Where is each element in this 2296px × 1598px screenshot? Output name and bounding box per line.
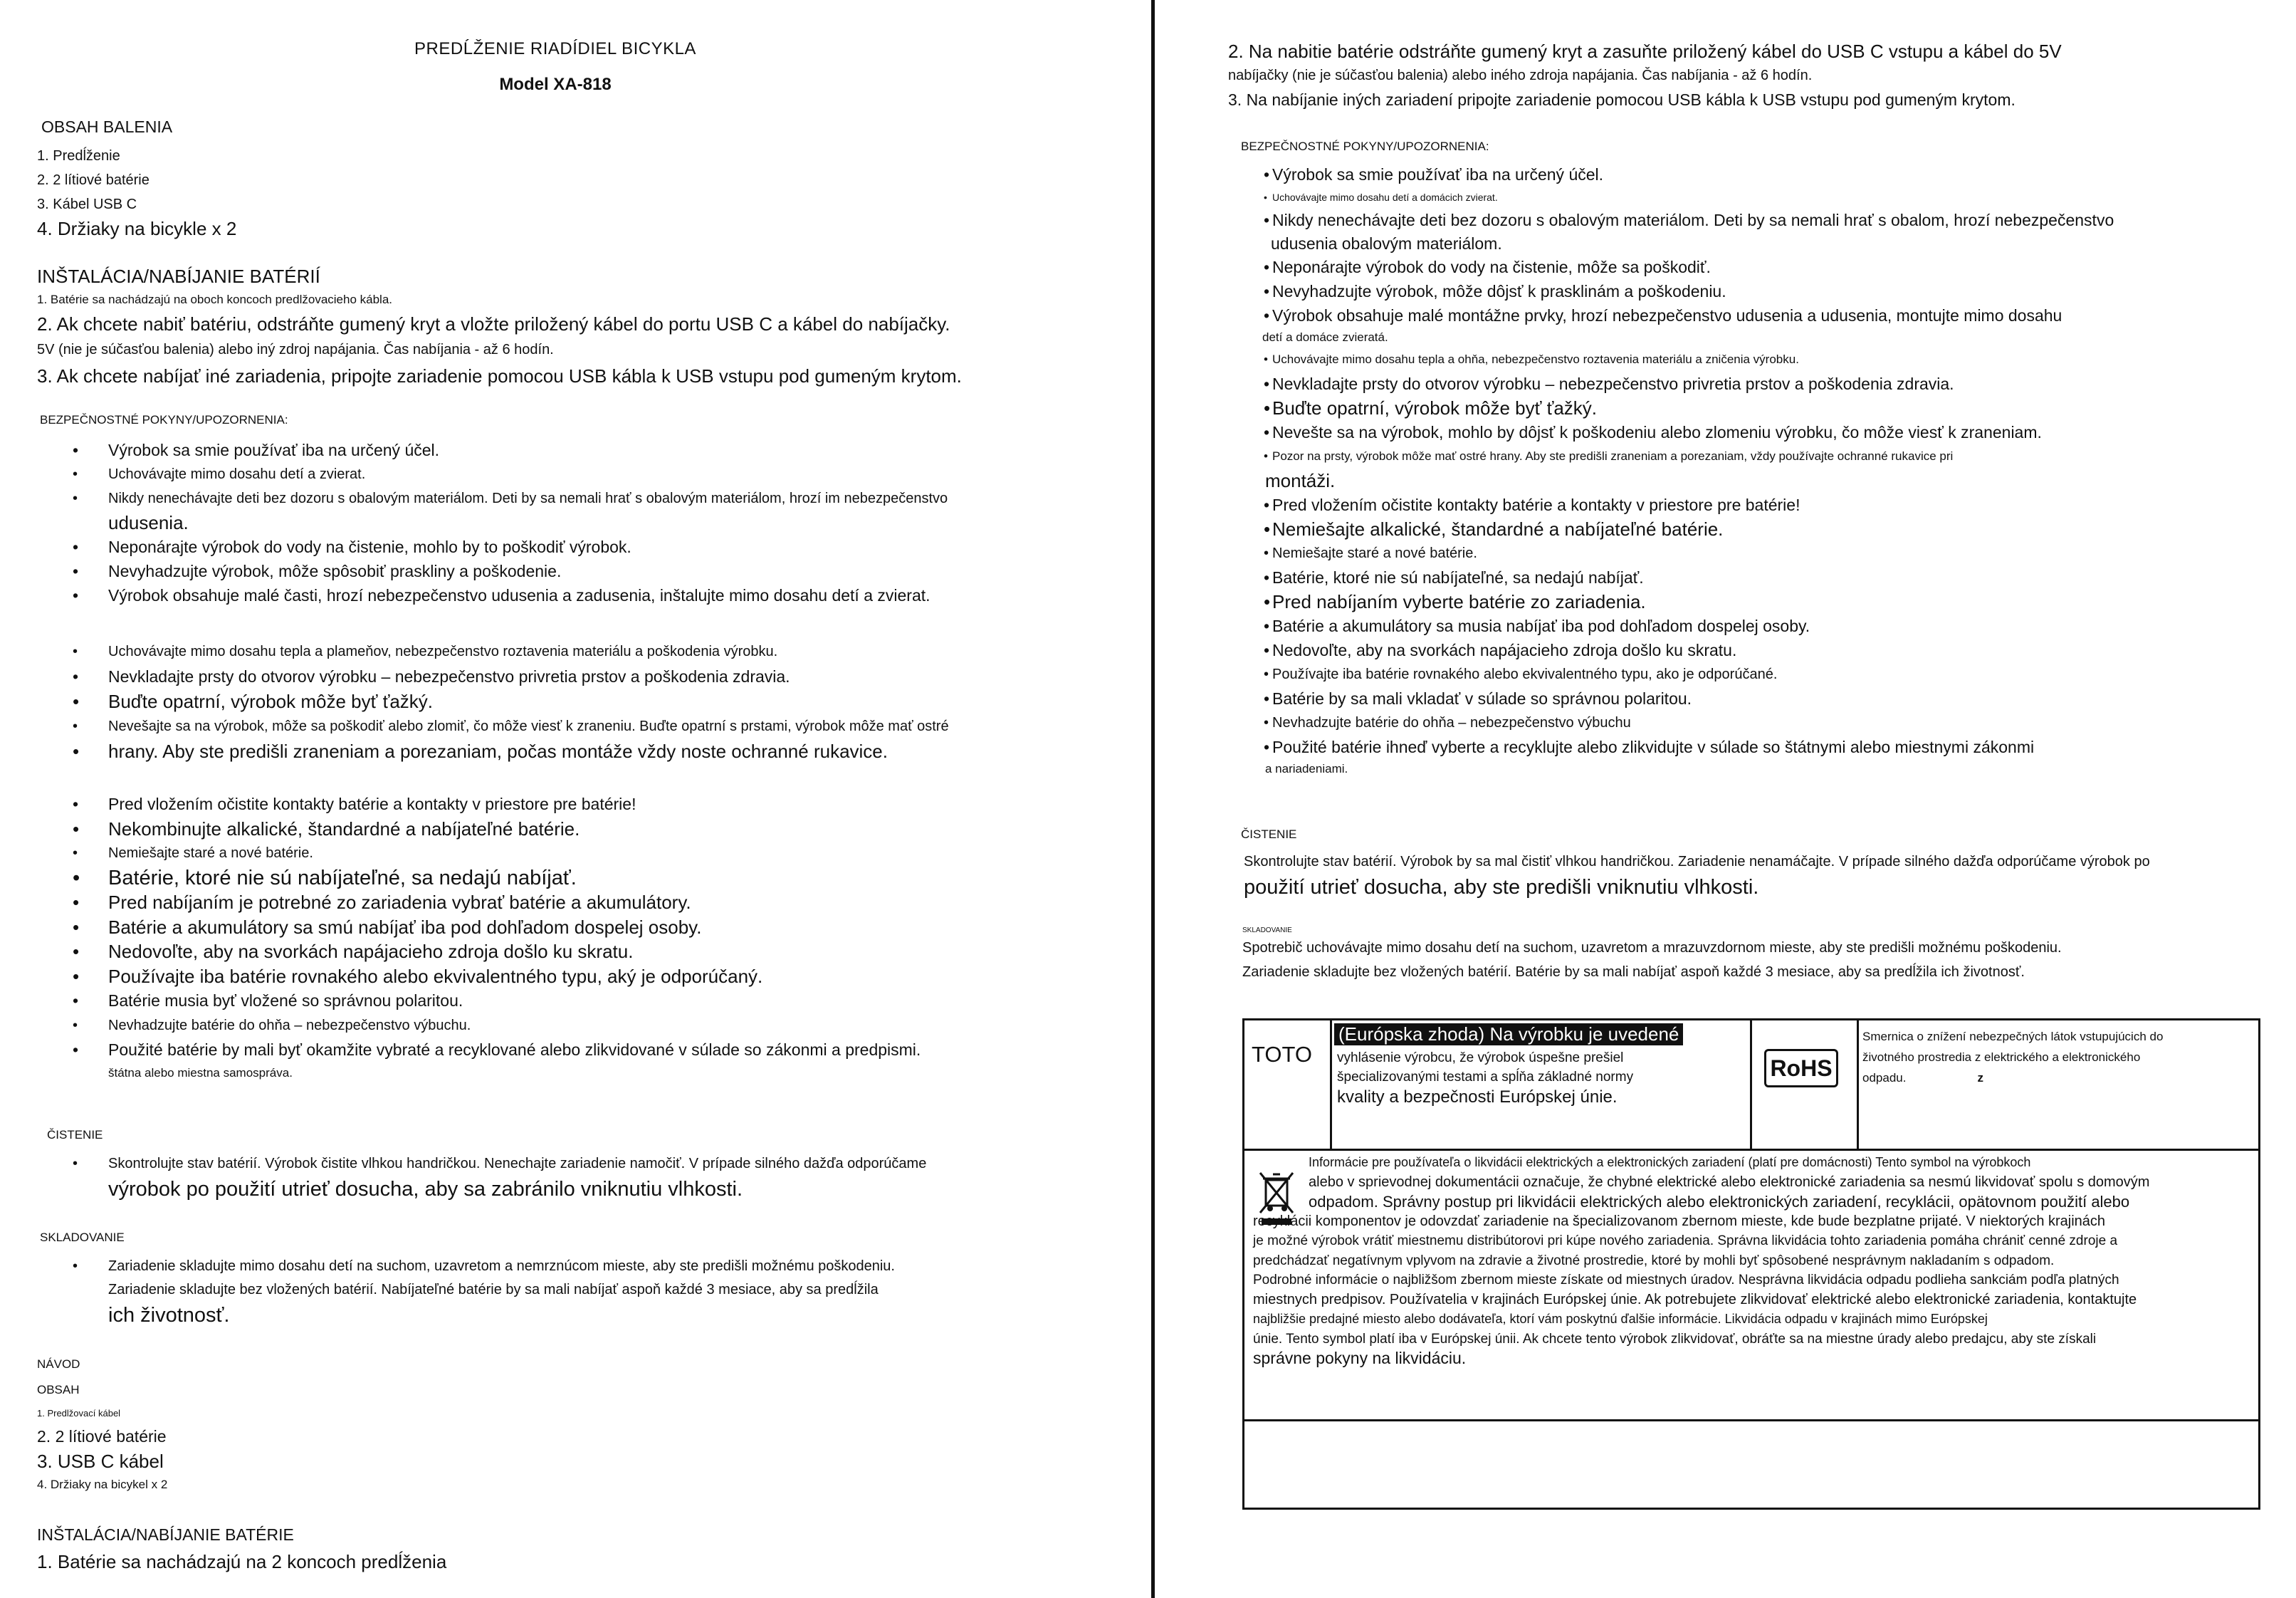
rohs-text <box>1862 1026 2255 1088</box>
list-item: • Nevkladajte prsty do otvorov výrobku – nebezpečenstvo privretia prstov a poškodenia zdravia. <box>1272 372 2114 396</box>
document-title: PREDĹŽENIE RIADÍDIEL BICYKLA <box>414 39 696 58</box>
package-list <box>37 144 236 241</box>
install2-line: 1. Batérie sa nachádzajú na 2 koncoch predĺženia <box>37 1551 447 1572</box>
right-page <box>1157 0 2296 1598</box>
compliance-box <box>1242 1018 2260 1510</box>
weee-text <box>1253 1153 2253 1369</box>
list-item: • Uchovávajte mimo dosahu detí a domácich zvierat. <box>1272 187 2114 208</box>
weee-line: Podrobné informácie o najbližšom zbernom mieste získate od miestnych úradov. Nesprávna likvidácia odpadu podlieha sankciám podľa platných <box>1253 1273 2119 1288</box>
list-item: • Neponárajte výrobok do vody na čistenie, môže sa poškodiť. <box>1272 255 2114 279</box>
list-item: • Nevyhadzujte výrobok, môže spôsobiť praskliny a poškodenie. <box>108 559 948 583</box>
storage-heading: SKLADOVANIE <box>40 1231 125 1244</box>
list-item: • Výrobok obsahuje malé časti, hrozí nebezpečenstvo udusenia a zadusenia, inštalujte mimo dosahu detí a zvierat. <box>108 583 948 607</box>
cleaning-heading: ČISTENIE <box>1241 827 1297 841</box>
storage-section-right <box>1242 926 2062 984</box>
weee-line: je možné výrobok vrátiť miestnemu distribútorovi pri kúpe nového zariadenia. Správna likvidácia tohto zariadenia pomáha chrániť cenné zdroje a <box>1253 1233 2118 1248</box>
list-item: • Výrobok sa smie používať iba na určený účel. <box>108 438 948 462</box>
rohs-cell <box>1750 1020 1859 1149</box>
weee-line: recyklácii komponentov je odovzdať zariadenie na špecializovanom zbernom mieste, kde bude bezplatne prijaté. V niektorých krajinách <box>1253 1213 2106 1229</box>
rohs-text-cell <box>1857 1020 2255 1149</box>
cleaning-line: použití utrieť dosucha, aby ste predišli vniknutiu vlhkosti. <box>1244 876 1759 899</box>
safety-group-2 <box>108 639 949 764</box>
weee-line: miestnych predpisov. Používatelia v krajinách Európskej únie. Ak potrebujete zlikvidovať elektrické alebo elektronické zariadenia, kontaktujte <box>1253 1291 2137 1307</box>
list-item: • Zariadenie skladujte mimo dosahu detí na suchom, uzavretom a nemrznúcom mieste, aby ste predišli možnému poškodeniu. <box>108 1255 895 1278</box>
list-item: • Batérie by sa mali vkladať v súlade so správnou polaritou. <box>1272 686 2114 711</box>
list-item-continuation: udusenia. <box>108 512 189 533</box>
list-item: 3. USB C kábel <box>37 1451 164 1472</box>
list-item: • Buďte opatrní, výrobok môže byť ťažký. <box>1272 396 2114 420</box>
list-item: • Batérie, ktoré nie sú nabíjateľné, sa nedajú nabíjať. <box>1272 565 2114 590</box>
list-item: • Uchovávajte mimo dosahu detí a zvierat. <box>108 462 948 486</box>
weee-line: najbližšie predajné miesto alebo dodávateľa, ktorí vám poskytnú ďalšie informácie. Likvidácia odpadu v krajinách mimo Európskej <box>1253 1312 1988 1326</box>
safety-heading-block-right <box>1241 140 1489 154</box>
safety-heading: BEZPEČNOSTNÉ POKYNY/UPOZORNENIA: <box>40 413 288 427</box>
charge-section <box>1228 38 2062 113</box>
safety-heading-block <box>40 413 288 427</box>
ce-heading: (Európska zhoda) Na výrobku je uvedené <box>1334 1023 1683 1045</box>
safety-group-3 <box>108 792 921 1084</box>
ce-line: špecializovanými testami a spĺňa základné normy <box>1337 1070 1634 1085</box>
rohs-line <box>1862 1067 2255 1088</box>
list-item: • Buďte opatrní, výrobok môže byť ťažký. <box>108 689 949 714</box>
safety-list-right <box>1262 162 2114 779</box>
cleaning-line: Skontrolujte stav batérií. Výrobok by sa mal čistiť vlhkou handričkou. Zariadenie nenamáčajte. V prípade silného dažďa odporúčame výrobok po <box>1244 854 2150 870</box>
weee-line: správne pokyny na likvidáciu. <box>1253 1349 1467 1367</box>
package-section <box>41 118 172 141</box>
list-item: • Použité batérie ihneď vyberte a recyklujte alebo zlikvidujte v súlade so štátnymi alebo miestnymi zákonmi <box>1272 735 2114 759</box>
install2-heading: INŠTALÁCIA/NABÍJANIE BATÉRIE <box>37 1525 294 1544</box>
storage-heading: SKLADOVANIE <box>1242 926 1292 934</box>
list-item: • Nevhadzujte batérie do ohňa – nebezpečenstvo výbuchu. <box>108 1013 921 1038</box>
list-item-continuation: a nariadeniami. <box>1265 762 1348 776</box>
list-item: 4. Držiaky na bicykel x 2 <box>37 1478 168 1491</box>
list-item: 1. Predlžovací kábel <box>37 1408 121 1419</box>
list-item: • Pred vložením očistite kontakty batérie a kontakty v priestore pre batérie! <box>1272 493 2114 517</box>
install-section <box>37 263 962 390</box>
storage-line: Zariadenie skladujte bez vložených batérií. Batérie by sa mali nabíjať aspoň každé 3 mesiace, aby sa predĺžila ich životnosť. <box>1242 964 2025 980</box>
list-item-continuation: detí a domáce zvieratá. <box>1262 330 1388 344</box>
list-item-continuation: výrobok po použití utrieť dosucha, aby sa zabránilo vniknutiu vlhkosti. <box>108 1178 743 1201</box>
list-item: • Používajte iba batérie rovnakého alebo ekvivalentného typu, ako je odporúčané. <box>1272 662 2114 686</box>
list-item: • Nevešajte sa na výrobok, môže sa poškodiť alebo zlomiť, čo môže viesť k zraneniu. Buďte opatrní s prstami, výrobok môže mať ostré <box>108 714 949 739</box>
weee-line: Informácie pre používateľa o likvidácii elektrických a elektronických zariadení (platí pre domácnosti) Tento symbol na výrobkoch <box>1309 1155 2031 1169</box>
list-item: • Výrobok sa smie používať iba na určený účel. <box>1272 162 2114 187</box>
ce-cell <box>1330 1020 1752 1149</box>
package-heading: OBSAH BALENIA <box>41 118 173 136</box>
charge-line: nabíjačky (nie je súčasťou balenia) alebo iného zdroja napájania. Čas nabíjania - až 6 hodín. <box>1228 68 1813 83</box>
install-line: 3. Ak chcete nabíjať iné zariadenia, pripojte zariadenie pomocou USB kábla k USB vstupu pod gumeným krytom. <box>37 365 962 387</box>
charge-line: 3. Na nabíjanie iných zariadení pripojte zariadenie pomocou USB kábla k USB vstupu pod gumeným krytom. <box>1228 90 2015 109</box>
list-item: • Nevkladajte prsty do otvorov výrobku – nebezpečenstvo privretia prstov a poškodenia zdravia. <box>108 664 949 689</box>
manual-section <box>37 1352 167 1495</box>
toto-cell <box>1244 1020 1332 1149</box>
list-item: • Nekombinujte alkalické, štandardné a nabíjateľné batérie. <box>108 817 921 842</box>
safety-group-1 <box>108 438 948 607</box>
list-item: • Uchovávajte mimo dosahu tepla a ohňa, nebezpečenstvo roztavenia materiálu a zničenia výrobku. <box>1272 348 2114 372</box>
ce-line: vyhlásenie výrobcu, že výrobok úspešne prešiel <box>1337 1050 1624 1065</box>
list-item-continuation: ich životnosť. <box>108 1304 230 1327</box>
list-item: • Nedovoľte, aby na svorkách napájacieho zdroja došlo ku skratu. <box>108 939 921 964</box>
list-item: • Nemiešajte staré a nové batérie. <box>108 841 921 866</box>
rohs-line-text: odpadu. <box>1862 1071 1907 1085</box>
ce-text <box>1337 1048 1750 1108</box>
list-item-continuation: Zariadenie skladujte bez vložených batérií. Nabíjateľné batérie by sa mali nabíjať aspoň každé 3 mesiace, aby sa predĺžila <box>108 1282 879 1297</box>
list-item: • Použité batérie by mali byť okamžite vybraté a recyklované alebo zlikvidované v súlade so zákonmi a predpismi. <box>108 1038 921 1062</box>
safety-heading: BEZPEČNOSTNÉ POKYNY/UPOZORNENIA: <box>1241 140 1489 153</box>
list-item: • Používajte iba batérie rovnakého alebo ekvivalentného typu, aký je odporúčaný. <box>108 964 921 989</box>
list-item: • hrany. Aby ste predišli zraneniam a porezaniam, počas montáže vždy noste ochranné rukavice. <box>108 739 949 764</box>
list-item-continuation: montáži. <box>1265 470 1336 491</box>
list-item: • Skontrolujte stav batérií. Výrobok čistite vlhkou handričkou. Nenechajte zariadenie namočiť. V prípade silného dažďa odporúčame <box>108 1152 926 1175</box>
title-block <box>0 39 1111 95</box>
list-item: • Nikdy nenechávajte deti bez dozoru s obalovým materiálom. Deti by sa nemali hrať s obalovým materiálom, hrozí im nebezpečenstvo <box>108 486 948 511</box>
cleaning-section-right <box>1241 827 1296 842</box>
weee-line: predchádzať negatívnym vplyvom na zdravie a životné prostredie, ktoré by mohli byť spôsobené nesprávnym nakladaním s odpadom. <box>1253 1253 2055 1268</box>
list-item: • Nemiešajte alkalické, štandardné a nabíjateľné batérie. <box>1272 517 2114 541</box>
list-item: • Nikdy nenechávajte deti bez dozoru s obalovým materiálom. Deti by sa nemali hrať s obalom, hrozí nebezpečenstvo <box>1272 208 2114 232</box>
list-item: • Výrobok obsahuje malé montážne prvky, hrozí nebezpečenstvo udusenia a udusenia, montujte mimo dosahu <box>1272 303 2114 328</box>
weee-row <box>1244 1149 2258 1421</box>
list-item: • Nemiešajte staré a nové batérie. <box>1272 541 2114 565</box>
list-item: • Batérie musia byť vložené so správnou polaritou. <box>108 988 921 1013</box>
install2-section <box>37 1521 446 1575</box>
list-item: 4. Držiaky na bicykle x 2 <box>37 218 237 239</box>
toto-label: TOTO <box>1252 1042 1312 1067</box>
list-item: • Nevyhadzujte výrobok, môže dôjsť k prasklinám a poškodeniu. <box>1272 279 2114 303</box>
list-item-continuation: udusenia obalovým materiálom. <box>1271 234 1502 253</box>
list-item: • Nedovoľte, aby na svorkách napájacieho zdroja došlo ku skratu. <box>1272 638 2114 662</box>
ce-line: kvality a bezpečnosti Európskej únie. <box>1337 1087 1618 1107</box>
install-line: 5V (nie je súčasťou balenia) alebo iný zdroj napájania. Čas nabíjania - až 6 hodín. <box>37 342 554 357</box>
list-item: 1. Predĺženie <box>37 148 120 164</box>
weee-line: odpadom. Správny postup pri likvidácii elektrických alebo elektronických zariadení, recyklácii, opätovnom použití alebo <box>1309 1193 2130 1211</box>
manual-subheading: OBSAH <box>37 1383 80 1396</box>
storage-text <box>108 1255 895 1329</box>
install-heading: INŠTALÁCIA/NABÍJANIE BATÉRIÍ <box>37 266 320 287</box>
page-divider <box>1151 0 1155 1598</box>
rohs-mark: z <box>1977 1071 1983 1085</box>
cleaning-text-right <box>1244 850 2150 902</box>
list-item: 2. 2 lítiové batérie <box>37 172 150 188</box>
weee-line: alebo v sprievodnej dokumentácii označuje, že chybné elektrické alebo elektronické zariadenia sa nesmú likvidovať spolu s domovým <box>1309 1174 2150 1190</box>
storage-line: Spotrebič uchovávajte mimo dosahu detí na suchom, uzavretom a mrazuvzdornom mieste, aby ste predišli možnému poškodeniu. <box>1242 940 2062 956</box>
cleaning-text <box>108 1152 926 1203</box>
rohs-line: životného prostredia z elektrického a elektronického <box>1862 1050 2141 1064</box>
list-item: • Batérie, ktoré nie sú nabíjateľné, sa nedajú nabíjať. <box>108 866 921 891</box>
install-line: 2. Ak chcete nabiť batériu, odstráňte gumený kryt a vložte priložený kábel do portu USB C a kábel do nabíjačky. <box>37 313 950 335</box>
list-item: • Neponárajte výrobok do vody na čistenie, mohlo by to poškodiť výrobok. <box>108 535 948 559</box>
rohs-logo: RoHS <box>1764 1049 1838 1087</box>
list-item: • Pred vložením očistite kontakty batérie a kontakty v priestore pre batérie! <box>108 792 921 817</box>
cleaning-heading: ČISTENIE <box>47 1128 103 1142</box>
list-item-continuation: štátna alebo miestna samospráva. <box>108 1065 293 1080</box>
compliance-top-row <box>1244 1020 2258 1151</box>
storage-section <box>40 1231 125 1245</box>
list-item: 2. 2 lítiové batérie <box>37 1427 167 1446</box>
install-line: 1. Batérie sa nachádzajú na oboch koncoch predlžovacieho kábla. <box>37 293 393 306</box>
manual-heading: NÁVOD <box>37 1357 80 1371</box>
list-item: • Pred nabíjaním je potrebné zo zariadenia vybrať batérie a akumulátory. <box>108 890 921 915</box>
cleaning-section <box>47 1128 103 1142</box>
list-item: • Nevhadzujte batérie do ohňa – nebezpečenstvo výbuchu <box>1272 711 2114 735</box>
list-item: • Uchovávajte mimo dosahu tepla a plameňov, nebezpečenstvo roztavenia materiálu a poškodenia výrobku. <box>108 639 949 664</box>
list-item: • Pozor na prsty, výrobok môže mať ostré hrany. Aby ste predišli zraneniam a porezaniam, vždy používajte ochranné rukavice pri <box>1272 444 2114 469</box>
rohs-line: Smernica o znížení nebezpečných látok vstupujúcich do <box>1862 1030 2164 1043</box>
weee-line: únie. Tento symbol platí iba v Európskej únii. Ak chcete tento výrobok zlikvidovať, obráťte sa na miestne úrady alebo predajcu, aby ste získali <box>1253 1331 2097 1347</box>
list-item: • Batérie a akumulátory sa smú nabíjať iba pod dohľadom dospelej osoby. <box>108 915 921 940</box>
model-number: Model XA-818 <box>499 75 612 94</box>
list-item: 3. Kábel USB C <box>37 197 137 212</box>
charge-line: 2. Na nabitie batérie odstráňte gumený kryt a zasuňte priložený kábel do USB C vstupu a kábel do 5V <box>1228 41 2062 62</box>
list-item: • Batérie a akumulátory sa musia nabíjať iba pod dohľadom dospelej osoby. <box>1272 614 2114 638</box>
list-item: • Nevešte sa na výrobok, mohlo by dôjsť k poškodeniu alebo zlomeniu výrobku, čo môže viesť k zraneniam. <box>1272 420 2114 444</box>
list-item: • Pred nabíjaním vyberte batérie zo zariadenia. <box>1272 590 2114 614</box>
